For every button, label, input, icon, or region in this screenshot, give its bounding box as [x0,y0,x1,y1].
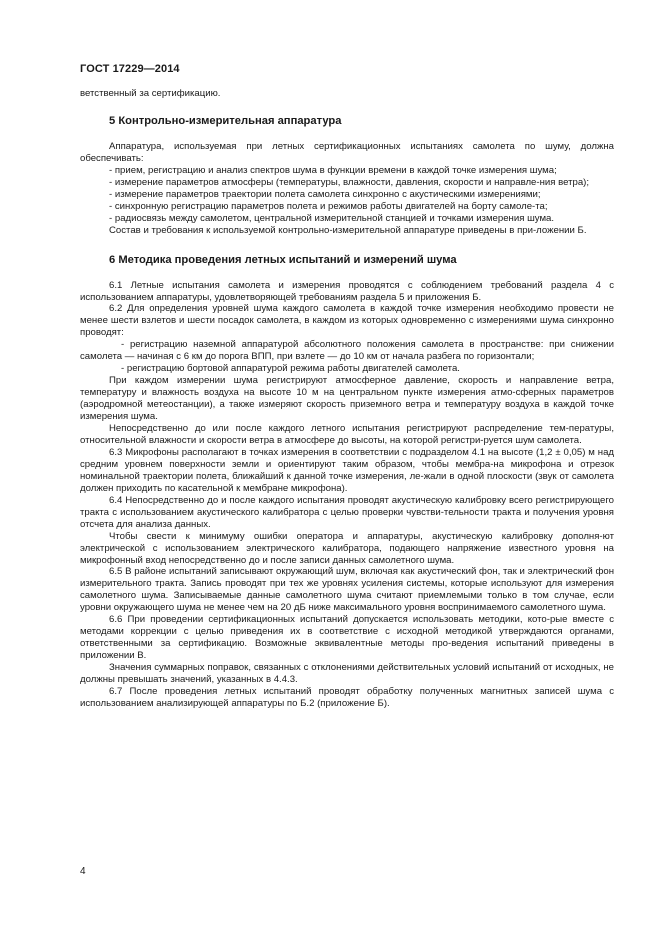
list-item: - синхронную регистрацию параметров полета и режимов работы двигателей на борту самоле-та; [109,200,548,212]
paragraph-6-4: 6.4 Непосредственно до и после каждого испытания проводят акустическую калибровку всего регистрирующего тракта с использованием акустического калибратора с целью проверки чувстви-тельности тракта и получения уровня отсчета для анализа данных. [80,494,614,530]
section-5-closing: Состав и требования к используемой контрольно-измерительной аппаратуре приведены в при-ложении Б. [109,224,587,236]
list-item: - прием, регистрацию и анализ спектров шума в функции времени в каждой точке измерения шума; [109,164,557,176]
paragraph-6-3: 6.3 Микрофоны располагают в точках измерения в соответствии с подразделом 4.1 на высоте (1,2 ± 0,05) м над средним уровнем поверхности земли и ориентируют таким образом, чтобы мембра-на микрофона и отрезок номинальной траектории полета, ближайший к данной точке измерения, ле-жали в одной плоскости (звук от самолета должен приходить по касательной к мембране микрофона). [80,446,614,494]
paragraph-6-7: 6.7 После проведения летных испытаний проводят обработку полученных магнитных записей шума с использованием анализирующей аппаратуры по Б.2 (приложение Б). [80,685,614,709]
paragraph-6-5: 6.5 В районе испытаний записывают окружающий шум, включая как акустический фон, так и электрический фон измерительного тракта. Запись проводят при тех же уровнях усиления системы, которые используют для измерения самолетного шума. Записываемые данные самолетного шума считают приемлемыми только в том случае, если уровни окружающего шума не менее чем на 20 дБ ниже максимального уровня воспринимаемого самолетного шума. [80,566,614,614]
paragraph-6-4-b: Чтобы свести к минимуму ошибки оператора и аппаратуры, акустическую калибровку дополня-ют электрической с использованием электрического калибратора, подающего напряжение известного уровня на микрофонный вход непосредственно до и после записи данных самолетного шума. [80,530,614,566]
list-item: - регистрацию бортовой аппаратурой режима работы двигателей самолета. [121,363,460,375]
standard-header: ГОСТ 17229—2014 [80,63,180,75]
section-5-title: 5 Контрольно-измерительная аппаратура [109,114,342,127]
page-content [80,88,614,710]
list-item: - измерение параметров траектории полета самолета синхронно с акустическими измерениями; [109,188,541,200]
list-item: - радиосвязь между самолетом, центральной измерительной станцией и точками измерения шума. [109,212,555,224]
paragraph-6-6-b: Значения суммарных поправок, связанных с отклонениями действительных условий испытаний от исходных, не должны превышать значений, указанных в 4.4.3. [80,662,614,686]
list-item: - измерение параметров атмосферы (температуры, влажности, давления, скорости и направле-ния ветра); [109,176,590,188]
paragraph-6-6: 6.6 При проведении сертификационных испытаний допускается использовать методики, кото-рые вместе с методами коррекции с целью приведения их в соответствие с исходной методикой утверждаются органами, ответственными за сертификацию. Возможные эквивалентные методы про-ведения испытаний приведены в приложении В. [80,614,614,662]
continuation-text: ветственный за сертификацию. [80,88,221,99]
paragraph-6-2: 6.2 Для определения уровней шума каждого самолета в каждой точке измерения необходимо провести не менее шести взлетов и шести посадок самолета, в каждом из которых одновременно с измерениями шума синхронно проводят: [80,303,614,339]
page-number: 4 [80,866,86,877]
section-6-title: 6 Методика проведения летных испытаний и измерений шума [109,253,457,266]
paragraph-6-2-c: Непосредственно до или после каждого летного испытания регистрируют распределение тем-пературы, относительной влажности и скорости ветра в атмосфере до высоты, на которой регистри-руется шум самолета. [80,423,614,446]
paragraph-6-1: 6.1 Летные испытания самолета и измерения проводятся с соблюдением требований раздела 4 с использованием аппаратуры, удовлетворяющей требованиям раздела 5 и приложения Б. [80,279,614,303]
section-5-intro: Аппаратура, используемая при летных сертификационных испытаниях самолета по шуму, должна обеспечивать: [80,140,614,164]
paragraph-6-2-b: При каждом измерении шума регистрируют атмосферное давление, скорость и направление ветра, температуру и влажность воздуха на высоте 10 м на центральном пункте измерения атмо-сферных параметров (аэродромной метеостанции), а также измеряют скорость приземного ветра и температуру воздуха в каждой точке измерения шума. [80,375,614,423]
list-item: - регистрацию наземной аппаратурой абсолютного положения самолета в пространстве: при снижении самолета — начиная с 6 км до порога ВПП, при взлете — до 10 км от начала разбега по горизонтали; [80,339,614,363]
